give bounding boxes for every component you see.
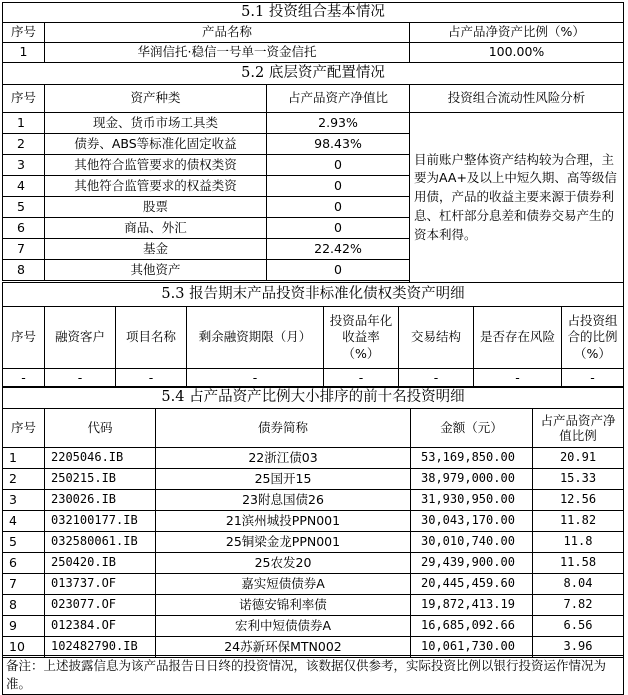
s54-row-code: 023077.OF bbox=[44, 594, 156, 616]
s54-row-code: 032100177.IB bbox=[44, 510, 156, 532]
s54-row-ratio: 11.82 bbox=[532, 510, 624, 532]
liquidity-risk-analysis: 目前账户整体资产结构较为合理，主要为AA+及以上中短久期、高等级信用债，产品的收益主要来源于债券利息、杠杆部分息差和债券交易产生的资本利得。 bbox=[409, 112, 624, 283]
s54-row-ratio: 6.56 bbox=[532, 615, 624, 637]
s54-row-ratio: 7.82 bbox=[532, 594, 624, 616]
s54-row-code: 013737.OF bbox=[44, 573, 156, 595]
s53-row-portfolio-ratio: - bbox=[561, 368, 624, 388]
s52-header-index: 序号 bbox=[2, 84, 45, 113]
s54-row-ratio: 3.96 bbox=[532, 636, 624, 658]
s52-row-index: 4 bbox=[2, 175, 45, 197]
s54-header-amount: 金额（元） bbox=[410, 408, 533, 448]
s52-row-ratio: 0 bbox=[266, 175, 410, 197]
section-5-4-title: 5.4 占产品资产比例大小排序的前十名投资明细 bbox=[2, 386, 624, 409]
s54-row-short-name: 22浙江债03 bbox=[155, 447, 411, 469]
s53-header-client: 融资客户 bbox=[44, 306, 116, 369]
s52-row-ratio: 98.43% bbox=[266, 133, 410, 155]
s52-row-asset-type: 债券、ABS等标准化固定收益 bbox=[44, 133, 267, 155]
s54-row-index: 3 bbox=[2, 489, 45, 511]
s53-row-remaining-term: - bbox=[186, 368, 324, 388]
s54-row-short-name: 25铜梁金龙PPN001 bbox=[155, 531, 411, 553]
s54-row-index: 4 bbox=[2, 510, 45, 532]
s54-row-amount: 10,061,730.00 bbox=[410, 636, 533, 658]
s54-row-code: 2205046.IB bbox=[44, 447, 156, 469]
s54-row-code: 250420.IB bbox=[44, 552, 156, 574]
s54-row-ratio: 11.58 bbox=[532, 552, 624, 574]
footnote: 备注：上述披露信息为该产品报告日日终的投资情况，该数据仅供参考，实际投资比例以银行投资运作情况为准。 bbox=[2, 655, 624, 695]
s54-row-code: 102482790.IB bbox=[44, 636, 156, 658]
s51-header-product: 产品名称 bbox=[44, 22, 410, 43]
s52-row-asset-type: 基金 bbox=[44, 238, 267, 260]
s53-row-index: - bbox=[2, 368, 45, 388]
s54-row-amount: 31,930,950.00 bbox=[410, 489, 533, 511]
s54-row-ratio: 15.33 bbox=[532, 468, 624, 490]
s54-row-index: 7 bbox=[2, 573, 45, 595]
s53-row-annual-yield: - bbox=[323, 368, 399, 388]
s52-row-index: 5 bbox=[2, 196, 45, 218]
s52-row-asset-type: 其他符合监管要求的权益类资 bbox=[44, 175, 267, 197]
s54-row-short-name: 24苏新环保MTN002 bbox=[155, 636, 411, 658]
s52-row-asset-type: 现金、货币市场工具类 bbox=[44, 112, 267, 134]
s53-row-client: - bbox=[44, 368, 116, 388]
s54-row-short-name: 宏利中短债债券A bbox=[155, 615, 411, 637]
s52-row-asset-type: 商品、外汇 bbox=[44, 217, 267, 239]
s53-row-deal-structure: - bbox=[398, 368, 474, 388]
s54-row-ratio: 12.56 bbox=[532, 489, 624, 511]
s52-row-index: 7 bbox=[2, 238, 45, 260]
s54-row-short-name: 21滨州城投PPN001 bbox=[155, 510, 411, 532]
s54-row-amount: 30,010,740.00 bbox=[410, 531, 533, 553]
s53-header-remaining-term: 剩余融资期限（月） bbox=[186, 306, 324, 369]
s54-header-index: 序号 bbox=[2, 408, 45, 448]
s51-row-ratio: 100.00% bbox=[409, 42, 624, 63]
s52-row-ratio: 0 bbox=[266, 154, 410, 176]
s52-row-index: 3 bbox=[2, 154, 45, 176]
s54-row-ratio: 8.04 bbox=[532, 573, 624, 595]
s53-header-portfolio-ratio: 占投资组合的比例（%） bbox=[561, 306, 624, 369]
s53-row-risk-flag: - bbox=[473, 368, 562, 388]
section-5-2-title: 5.2 底层资产配置情况 bbox=[2, 62, 624, 85]
s54-row-short-name: 嘉实短债债券A bbox=[155, 573, 411, 595]
s54-row-short-name: 25国开15 bbox=[155, 468, 411, 490]
s54-row-index: 5 bbox=[2, 531, 45, 553]
s52-row-ratio: 0 bbox=[266, 259, 410, 281]
s52-row-ratio: 2.93% bbox=[266, 112, 410, 134]
s54-row-ratio: 20.91 bbox=[532, 447, 624, 469]
s52-row-index: 1 bbox=[2, 112, 45, 134]
s54-row-code: 032580061.IB bbox=[44, 531, 156, 553]
s54-row-amount: 16,685,092.66 bbox=[410, 615, 533, 637]
section-5-1-title: 5.1 投资组合基本情况 bbox=[2, 2, 624, 23]
s52-row-ratio: 0 bbox=[266, 196, 410, 218]
s53-header-project: 项目名称 bbox=[115, 306, 187, 369]
s54-row-amount: 20,445,459.60 bbox=[410, 573, 533, 595]
s52-header-ratio: 占产品资产净值比 bbox=[266, 84, 410, 113]
s54-row-amount: 30,043,170.00 bbox=[410, 510, 533, 532]
s52-row-asset-type: 其他资产 bbox=[44, 259, 267, 281]
s54-row-ratio: 11.8 bbox=[532, 531, 624, 553]
s54-row-index: 6 bbox=[2, 552, 45, 574]
s54-row-index: 10 bbox=[2, 636, 45, 658]
s54-row-index: 1 bbox=[2, 447, 45, 469]
s52-row-index: 8 bbox=[2, 259, 45, 281]
s52-header-asset-type: 资产种类 bbox=[44, 84, 267, 113]
s52-row-index: 2 bbox=[2, 133, 45, 155]
s54-row-code: 230026.IB bbox=[44, 489, 156, 511]
s54-row-amount: 53,169,850.00 bbox=[410, 447, 533, 469]
s54-row-code: 250215.IB bbox=[44, 468, 156, 490]
s54-row-short-name: 23附息国债26 bbox=[155, 489, 411, 511]
s54-row-short-name: 诺德安锦利率债 bbox=[155, 594, 411, 616]
s53-row-project: - bbox=[115, 368, 187, 388]
s51-header-ratio: 占产品净资产比例（%） bbox=[409, 22, 624, 43]
s52-row-index: 6 bbox=[2, 217, 45, 239]
s54-row-index: 9 bbox=[2, 615, 45, 637]
s54-row-amount: 29,439,900.00 bbox=[410, 552, 533, 574]
s52-row-ratio: 22.42% bbox=[266, 238, 410, 260]
s54-row-short-name: 25农发20 bbox=[155, 552, 411, 574]
section-5-3-title: 5.3 报告期末产品投资非标准化债权类资产明细 bbox=[2, 282, 624, 307]
s54-header-code: 代码 bbox=[44, 408, 156, 448]
s54-header-ratio: 占产品资产净值比例 bbox=[532, 408, 624, 448]
s52-row-asset-type: 其他符合监管要求的债权类资 bbox=[44, 154, 267, 176]
s54-row-code: 012384.OF bbox=[44, 615, 156, 637]
s53-header-index: 序号 bbox=[2, 306, 45, 369]
s53-header-risk-flag: 是否存在风险 bbox=[473, 306, 562, 369]
s54-header-short-name: 债券简称 bbox=[155, 408, 411, 448]
s52-header-analysis: 投资组合流动性风险分析 bbox=[409, 84, 624, 113]
s51-row-index: 1 bbox=[2, 42, 45, 63]
s52-row-asset-type: 股票 bbox=[44, 196, 267, 218]
s54-row-amount: 38,979,000.00 bbox=[410, 468, 533, 490]
s51-row-product: 华润信托·稳信一号单一资金信托 bbox=[44, 42, 410, 63]
s53-header-deal-structure: 交易结构 bbox=[398, 306, 474, 369]
s52-row-ratio: 0 bbox=[266, 217, 410, 239]
s54-row-index: 2 bbox=[2, 468, 45, 490]
s53-header-annual-yield: 投资品年化收益率（%） bbox=[323, 306, 399, 369]
s54-row-amount: 19,872,413.19 bbox=[410, 594, 533, 616]
s51-header-index: 序号 bbox=[2, 22, 45, 43]
s54-row-index: 8 bbox=[2, 594, 45, 616]
